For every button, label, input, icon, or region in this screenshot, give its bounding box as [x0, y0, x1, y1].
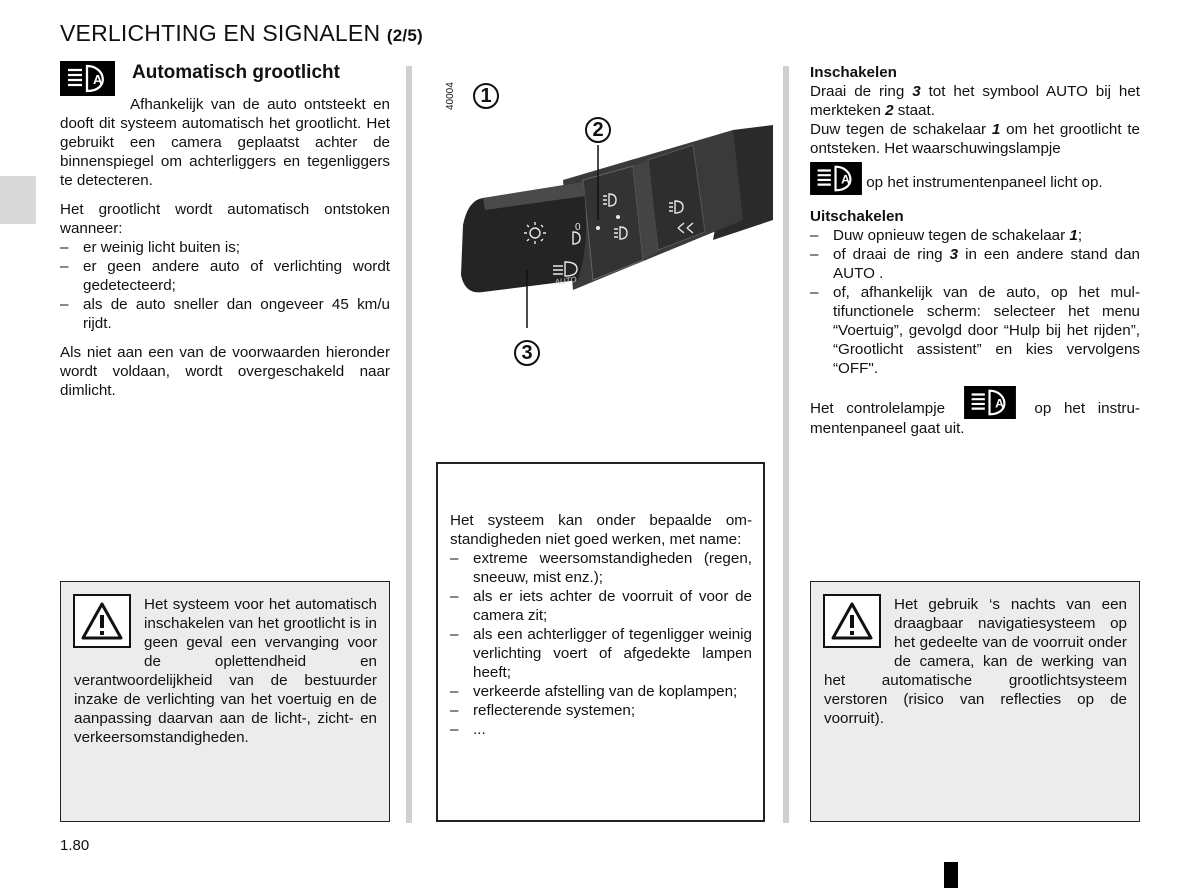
column-divider-left — [406, 66, 412, 823]
page-edge-marker — [944, 862, 958, 888]
callout-1: 1 — [473, 83, 499, 109]
svg-text:A: A — [841, 172, 851, 187]
chapter-tab — [0, 176, 36, 224]
off-list — [810, 226, 1140, 378]
list-item: – verkeerde afstelling van de koplampen; — [450, 682, 752, 701]
page-title — [60, 20, 423, 47]
column-divider-right — [783, 66, 789, 823]
svg-text:A: A — [93, 72, 103, 87]
list-item: – reflecterende systemen; — [450, 701, 752, 720]
stalk-label-auto: AUTO — [554, 274, 578, 287]
conditions-list — [60, 238, 390, 333]
warning-box-left — [60, 581, 390, 822]
on-step-1: Draai de ring 3 tot het symbool AUTO bij het merkteken 2 staat. — [810, 83, 1140, 119]
on-heading: Inschakelen — [810, 64, 897, 81]
list-item: – als een achterligger of tegenligger weinig verlichting voert of afgedekte lampen heeft; — [450, 625, 752, 682]
auto-high-beam-icon — [964, 386, 1016, 419]
figure-code: 40004 — [445, 82, 456, 110]
list-item: – extreme weersomstandigheden (regen, sneeuw, mist enz.); — [450, 549, 752, 587]
title-part: (2/5) — [386, 26, 423, 45]
warning-text-left: Het systeem voor het automatisch inschakelen van het grootlicht is in geen geval een vervanging voor de oplettendheid en verantwoordelijkheid van de bestuurder inzake de verlichting van het voertuig en de aanpassing daarvan aan de licht-, zicht- en verkeersomstandigheden. — [74, 596, 377, 746]
callout-3: 3 — [514, 340, 540, 366]
note-intro: Het systeem kan onder bepaalde omstandigheden niet goed werken, met name: — [450, 512, 752, 548]
list-item: – er weinig licht buiten is; — [60, 238, 390, 257]
svg-text:A: A — [994, 396, 1004, 411]
left-column-text — [60, 95, 390, 400]
title-main: VERLICHTING EN SIGNALEN — [60, 20, 381, 46]
on-conditions-intro: Het grootlicht wordt automatisch ontstoken wanneer: — [60, 201, 390, 237]
auto-high-beam-icon — [810, 162, 862, 195]
list-item: – als de auto sneller dan ongeveer 45 km/u rijdt. — [60, 295, 390, 333]
stalk-label-zero: 0 — [575, 222, 581, 233]
on-step-2: Duw tegen de schakelaar 1 om het grootlicht te ontsteken. Het waarschuwingslampje — [810, 121, 1140, 157]
callout-2: 2 — [585, 117, 611, 143]
stalk-figure — [443, 70, 773, 440]
section-heading: Automatisch grootlicht — [132, 62, 340, 83]
note-box — [436, 462, 765, 822]
fallback-paragraph: Als niet aan een van de voorwaarden hieronder wordt voldaan, wordt overgeschakeld naar dimlicht. — [60, 344, 390, 399]
off-heading: Uitschakelen — [810, 208, 904, 225]
warning-text-right: Het gebruik ‘s nachts van een draagbaar navigatiesysteem op het gedeelte van de voorruit onder de camera, kan de werking van het automatische grootlichtsysteem verstoren (risico van reflecties op de voorruit). — [824, 596, 1127, 727]
auto-high-beam-icon — [60, 61, 115, 96]
list-item: – of draai de ring 3 in een andere stand dan AUTO . — [810, 245, 1140, 283]
warning-box-right — [810, 581, 1140, 822]
list-item: – er geen andere auto of verlichting wordt gedetecteerd; — [60, 257, 390, 295]
list-item: – Duw opnieuw tegen de schakelaar 1; — [810, 226, 1140, 245]
intro-paragraph: Afhankelijk van de auto ontsteekt en dooft dit systeem automatisch het grootlicht. Het gebruikt een camera geplaatst achter de binnenspiegel om achterliggers en tegenliggers te detecteren. — [60, 96, 390, 189]
page-number: 1.80 — [60, 837, 90, 854]
right-column-text — [810, 63, 1140, 438]
list-item: – ... — [450, 720, 752, 739]
lamp-off-text: Het controlelampje A op het instrumentenpaneel gaat uit. — [810, 386, 1140, 438]
on-step-3: A op het instrumentenpaneel licht op. — [810, 162, 1140, 195]
list-item: – of, afhankelijk van de auto, op het multifunctionele scherm: selecteer het menu “Voertuig”, gevolgd door “Hulp bij het rijden”, “Grootlicht assistent” en kies vervolgens “OFF". — [810, 283, 1140, 378]
list-item: – als er iets achter de voorruit of voor de camera zit; — [450, 587, 752, 625]
note-list — [450, 549, 752, 739]
